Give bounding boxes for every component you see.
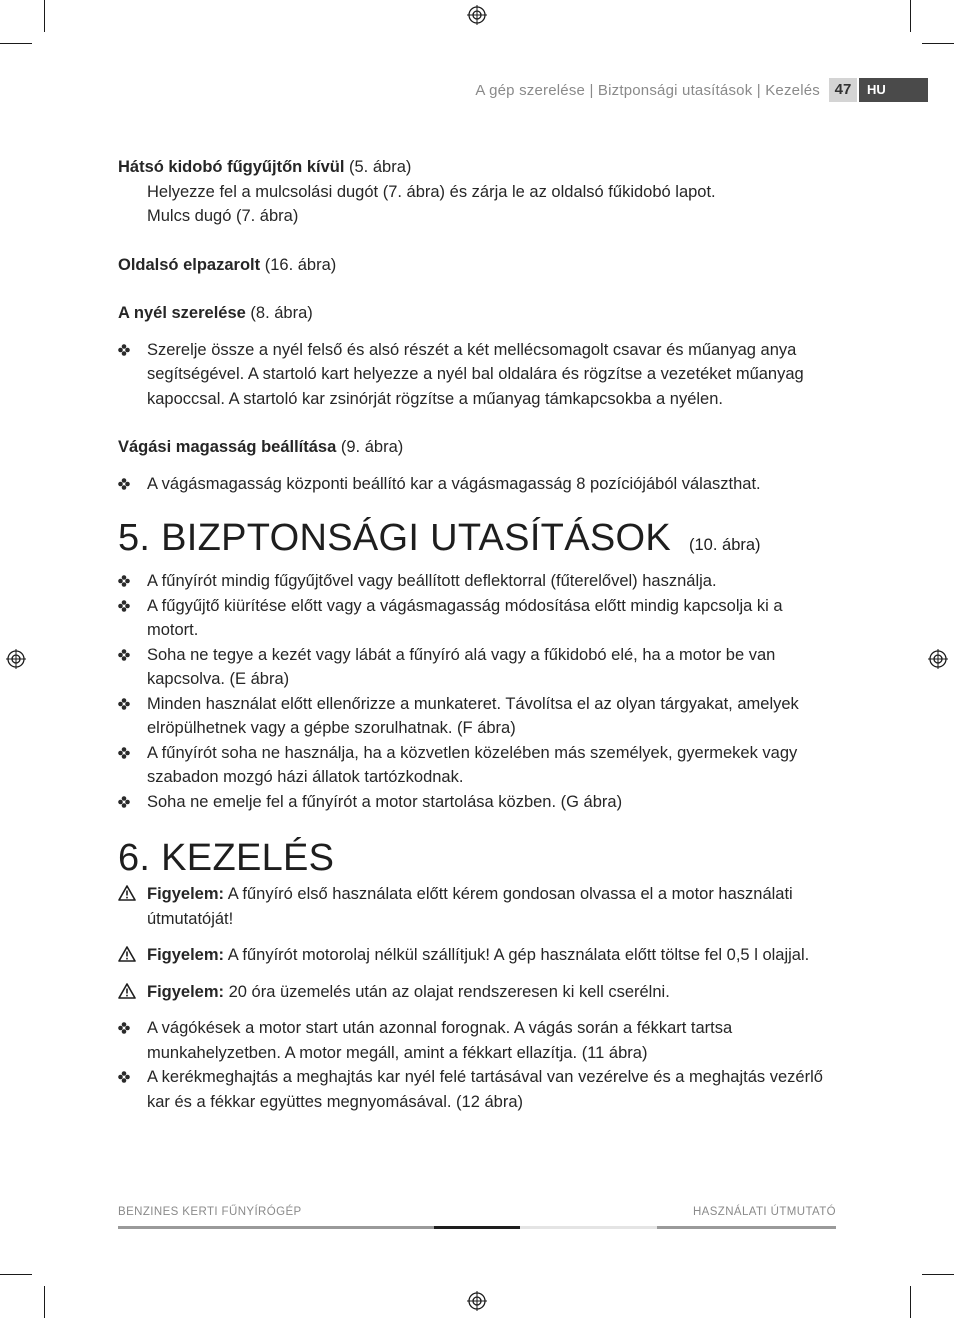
warning-triangle-icon — [118, 983, 136, 999]
warning-text: A fűnyíró első használata előtt kérem gondosan olvassa el a motor használati útmutatóját! — [147, 885, 793, 928]
list-item-text: Soha ne emelje fel a fűnyírót a motor startolása közben. (G ábra) — [147, 792, 623, 811]
list-item — [118, 1016, 838, 1065]
registration-mark-icon — [6, 649, 26, 669]
footer-product-name: BENZINES KERTI FŰNYÍRÓGÉP — [118, 1206, 302, 1218]
list-item-text: A kerékmeghajtás a meghajtás kar nyél felé tartásával van vezérelve és a meghajtás vezérlő kar és a fékkar együttes megnyomásával. (12 ábra) — [147, 1068, 823, 1111]
flower-bullet-icon — [118, 575, 130, 587]
footer-rule — [434, 1226, 520, 1229]
list-item-text: Minden használat előtt ellenőrizze a munkateret. Távolítsa el az olyan tárgyakat, amelyek elröpülhetnek vagy a gépbe szorulhatnak. (F ábra) — [147, 694, 799, 737]
subsection-cutting-height — [118, 435, 838, 460]
paragraph: Helyezze fel a mulcsolási dugót (7. ábra) és zárja le az oldalsó fűkidobó lapot. — [147, 182, 716, 201]
crop-mark — [0, 43, 32, 44]
figure-ref: (16. ábra) — [264, 255, 337, 274]
list-item-text: A fűnyírót soha ne használja, ha a közvetlen közelében más személyek, gyermekek vagy szabadon mozgó házi állatok tartózkodnak. — [147, 743, 798, 786]
page-content — [118, 155, 838, 1114]
list-item-text: A vágókések a motor start után azonnal forognak. A vágás során a fékkart tartsa munkahelyzetben. A motor megáll, amint a fékkart ellazítja. (11 ábra) — [147, 1019, 733, 1062]
warning-text: A fűnyírót motorolaj nélkül szállítjuk! A gép használata előtt töltse fel 0,5 l olajjal. — [227, 946, 810, 964]
warning-label: Figyelem: — [147, 885, 225, 903]
list-item-text: A fűnyírót mindig fűgyűjtővel vagy beállított deflektorral (fűterelővel) használja. — [147, 572, 717, 590]
figure-ref: (8. ábra) — [250, 304, 313, 322]
registration-mark-icon — [467, 1291, 487, 1311]
flower-bullet-icon — [118, 1071, 130, 1083]
warning-item — [118, 980, 838, 1005]
list-item — [118, 692, 838, 741]
warning-item — [118, 943, 838, 968]
list-item — [118, 569, 838, 594]
list-item — [118, 643, 838, 692]
flower-bullet-icon — [118, 796, 130, 808]
language-badge: HU — [859, 78, 928, 102]
warning-triangle-icon — [118, 946, 136, 962]
section-heading-operation — [118, 836, 838, 880]
crop-mark — [910, 0, 911, 32]
subsection-side-discharge — [118, 253, 838, 278]
section-heading-safety — [118, 516, 838, 567]
list-item-text: Szerelje össze a nyél felső és alsó részét a két mellécsomagolt csavar és műanyag anya segítségével. A startoló kart helyezze a nyél bal oldalára és rögzítse a vezetéket műanyag kapoccsal. A startoló kar zsinórját rögzítse a műanyag támkapcsokba a nyélen. — [147, 340, 804, 408]
subsection-title: Hátsó kidobó fűgyűjtőn kívül — [118, 158, 345, 176]
flower-bullet-icon — [118, 1022, 130, 1034]
list-item — [118, 741, 838, 790]
flower-bullet-icon — [118, 478, 130, 490]
list-item-text: A vágásmagasság központi beállító kar a vágásmagasság 8 pozíciójából választhat. — [147, 474, 761, 493]
crop-mark — [44, 0, 45, 32]
list-item — [118, 594, 838, 643]
subsection-title: Vágási magasság beállítása — [118, 438, 337, 456]
footer-rule — [520, 1226, 657, 1229]
registration-mark-icon — [928, 649, 948, 669]
crop-mark — [922, 1274, 954, 1275]
list-item — [118, 338, 838, 412]
warning-text: 20 óra üzemelés után az olajat rendszeresen ki kell cserélni. — [228, 982, 670, 1001]
flower-bullet-icon — [118, 600, 130, 612]
flower-bullet-icon — [118, 649, 130, 661]
crop-mark — [0, 1274, 32, 1275]
page-number: 47 — [829, 78, 857, 102]
heading-text: 6. KEZELÉS — [118, 837, 335, 879]
crop-mark — [44, 1286, 45, 1318]
crop-mark — [910, 1286, 911, 1318]
running-header: A gép szerelése | Biztponsági utasítások | Kezelés — [475, 82, 820, 99]
footer-rule — [118, 1226, 434, 1229]
list-item — [118, 472, 838, 497]
paragraph: Mulcs dugó (7. ábra) — [147, 207, 299, 225]
flower-bullet-icon — [118, 747, 130, 759]
list-item — [118, 790, 838, 815]
figure-ref: (5. ábra) — [349, 158, 412, 176]
subsection-title: A nyél szerelése — [118, 304, 246, 322]
warning-item — [118, 882, 838, 931]
subsection-title: Oldalsó elpazarolt — [118, 255, 261, 274]
list-item — [118, 1065, 838, 1114]
warning-label: Figyelem: — [147, 946, 225, 964]
list-item-text: A fűgyűjtő kiürítése előtt vagy a vágásmagasság módosítása előtt mindig kapcsolja ki a motort. — [147, 596, 783, 639]
crop-mark — [922, 43, 954, 44]
subsection-rear-catcher — [118, 155, 838, 180]
heading-text: 5. BIZPTONSÁGI UTASÍTÁSOK — [118, 517, 671, 559]
footer-rule — [657, 1226, 836, 1229]
figure-ref: (10. ábra) — [689, 536, 761, 554]
flower-bullet-icon — [118, 698, 130, 710]
list-item-text: Soha ne tegye a kezét vagy lábát a fűnyíró alá vagy a fűkidobó elé, ha a motor be van kapcsolva. (E ábra) — [147, 645, 776, 688]
flower-bullet-icon — [118, 344, 130, 356]
registration-mark-icon — [467, 5, 487, 25]
subsection-handle — [118, 301, 838, 326]
footer-doc-type: HASZNÁLATI ÚTMUTATÓ — [692, 1206, 836, 1218]
warning-label: Figyelem: — [147, 982, 225, 1001]
warning-triangle-icon — [118, 885, 136, 901]
figure-ref: (9. ábra) — [340, 438, 404, 456]
